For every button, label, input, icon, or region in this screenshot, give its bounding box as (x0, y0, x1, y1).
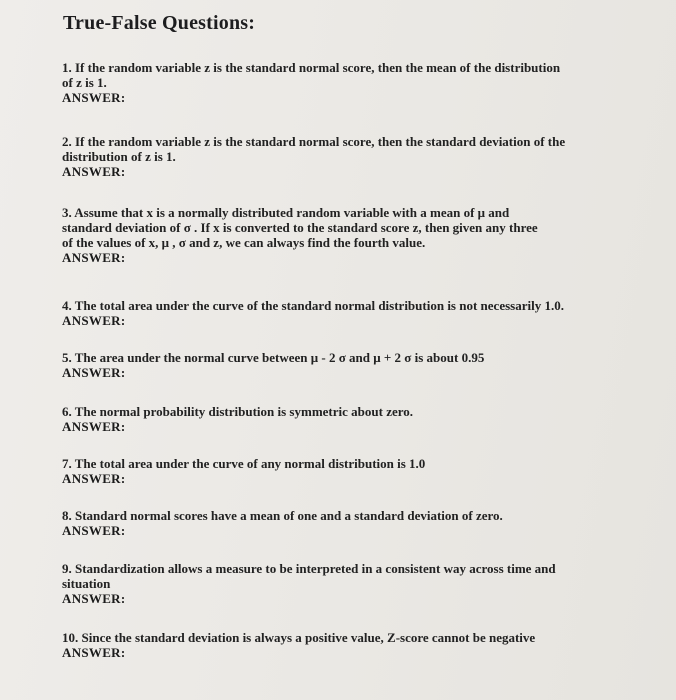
question-10-line-1: 10. Since the standard deviation is always a positive value, Z-score cannot be negative (62, 630, 536, 645)
question-9-answer-label: ANSWER: (62, 591, 126, 606)
question-2-answer-label: ANSWER: (62, 164, 126, 179)
question-5 (62, 350, 622, 380)
question-10 (62, 630, 622, 660)
question-8-line-1: 8. Standard normal scores have a mean of one and a standard deviation of zero. (62, 508, 503, 523)
question-2-line-1: 2. If the random variable z is the standard normal score, then the standard deviation of the (62, 134, 566, 149)
question-2-line-2: distribution of z is 1. (62, 149, 176, 164)
question-1-answer-label: ANSWER: (62, 90, 126, 105)
question-6-line-1: 6. The normal probability distribution is symmetric about zero. (62, 404, 414, 419)
question-6-answer-label: ANSWER: (62, 419, 126, 434)
question-7-answer-label: ANSWER: (62, 471, 126, 486)
page-title: True-False Questions: (63, 12, 256, 34)
question-7 (62, 456, 622, 486)
question-9-line-1: 9. Standardization allows a measure to be interpreted in a consistent way across time and (62, 561, 556, 576)
question-3-line-3: of the values of x, μ , σ and z, we can always find the fourth value. (62, 235, 426, 250)
question-7-line-1: 7. The total area under the curve of any normal distribution is 1.0 (62, 456, 426, 471)
question-3 (62, 205, 622, 265)
question-8-answer-label: ANSWER: (62, 523, 126, 538)
question-3-line-2: standard deviation of σ . If x is converted to the standard score z, then given any three (62, 220, 538, 235)
question-1-line-1: 1. If the random variable z is the standard normal score, then the mean of the distribution (62, 60, 561, 75)
question-3-answer-label: ANSWER: (62, 250, 126, 265)
question-10-answer-label: ANSWER: (62, 645, 126, 660)
question-5-line-1: 5. The area under the normal curve between μ - 2 σ and μ + 2 σ is about 0.95 (62, 350, 485, 365)
question-6 (62, 404, 622, 434)
question-1 (62, 60, 622, 105)
question-3-line-1: 3. Assume that x is a normally distributed random variable with a mean of μ and (62, 205, 510, 220)
question-4 (62, 298, 622, 328)
question-1-line-2: of z is 1. (62, 75, 107, 90)
question-9 (62, 561, 622, 606)
question-9-line-2: situation (62, 576, 111, 591)
question-4-answer-label: ANSWER: (62, 313, 126, 328)
question-5-answer-label: ANSWER: (62, 365, 126, 380)
question-4-line-1: 4. The total area under the curve of the standard normal distribution is not necessarily 1.0. (62, 298, 564, 313)
question-2 (62, 134, 622, 179)
question-8 (62, 508, 622, 538)
